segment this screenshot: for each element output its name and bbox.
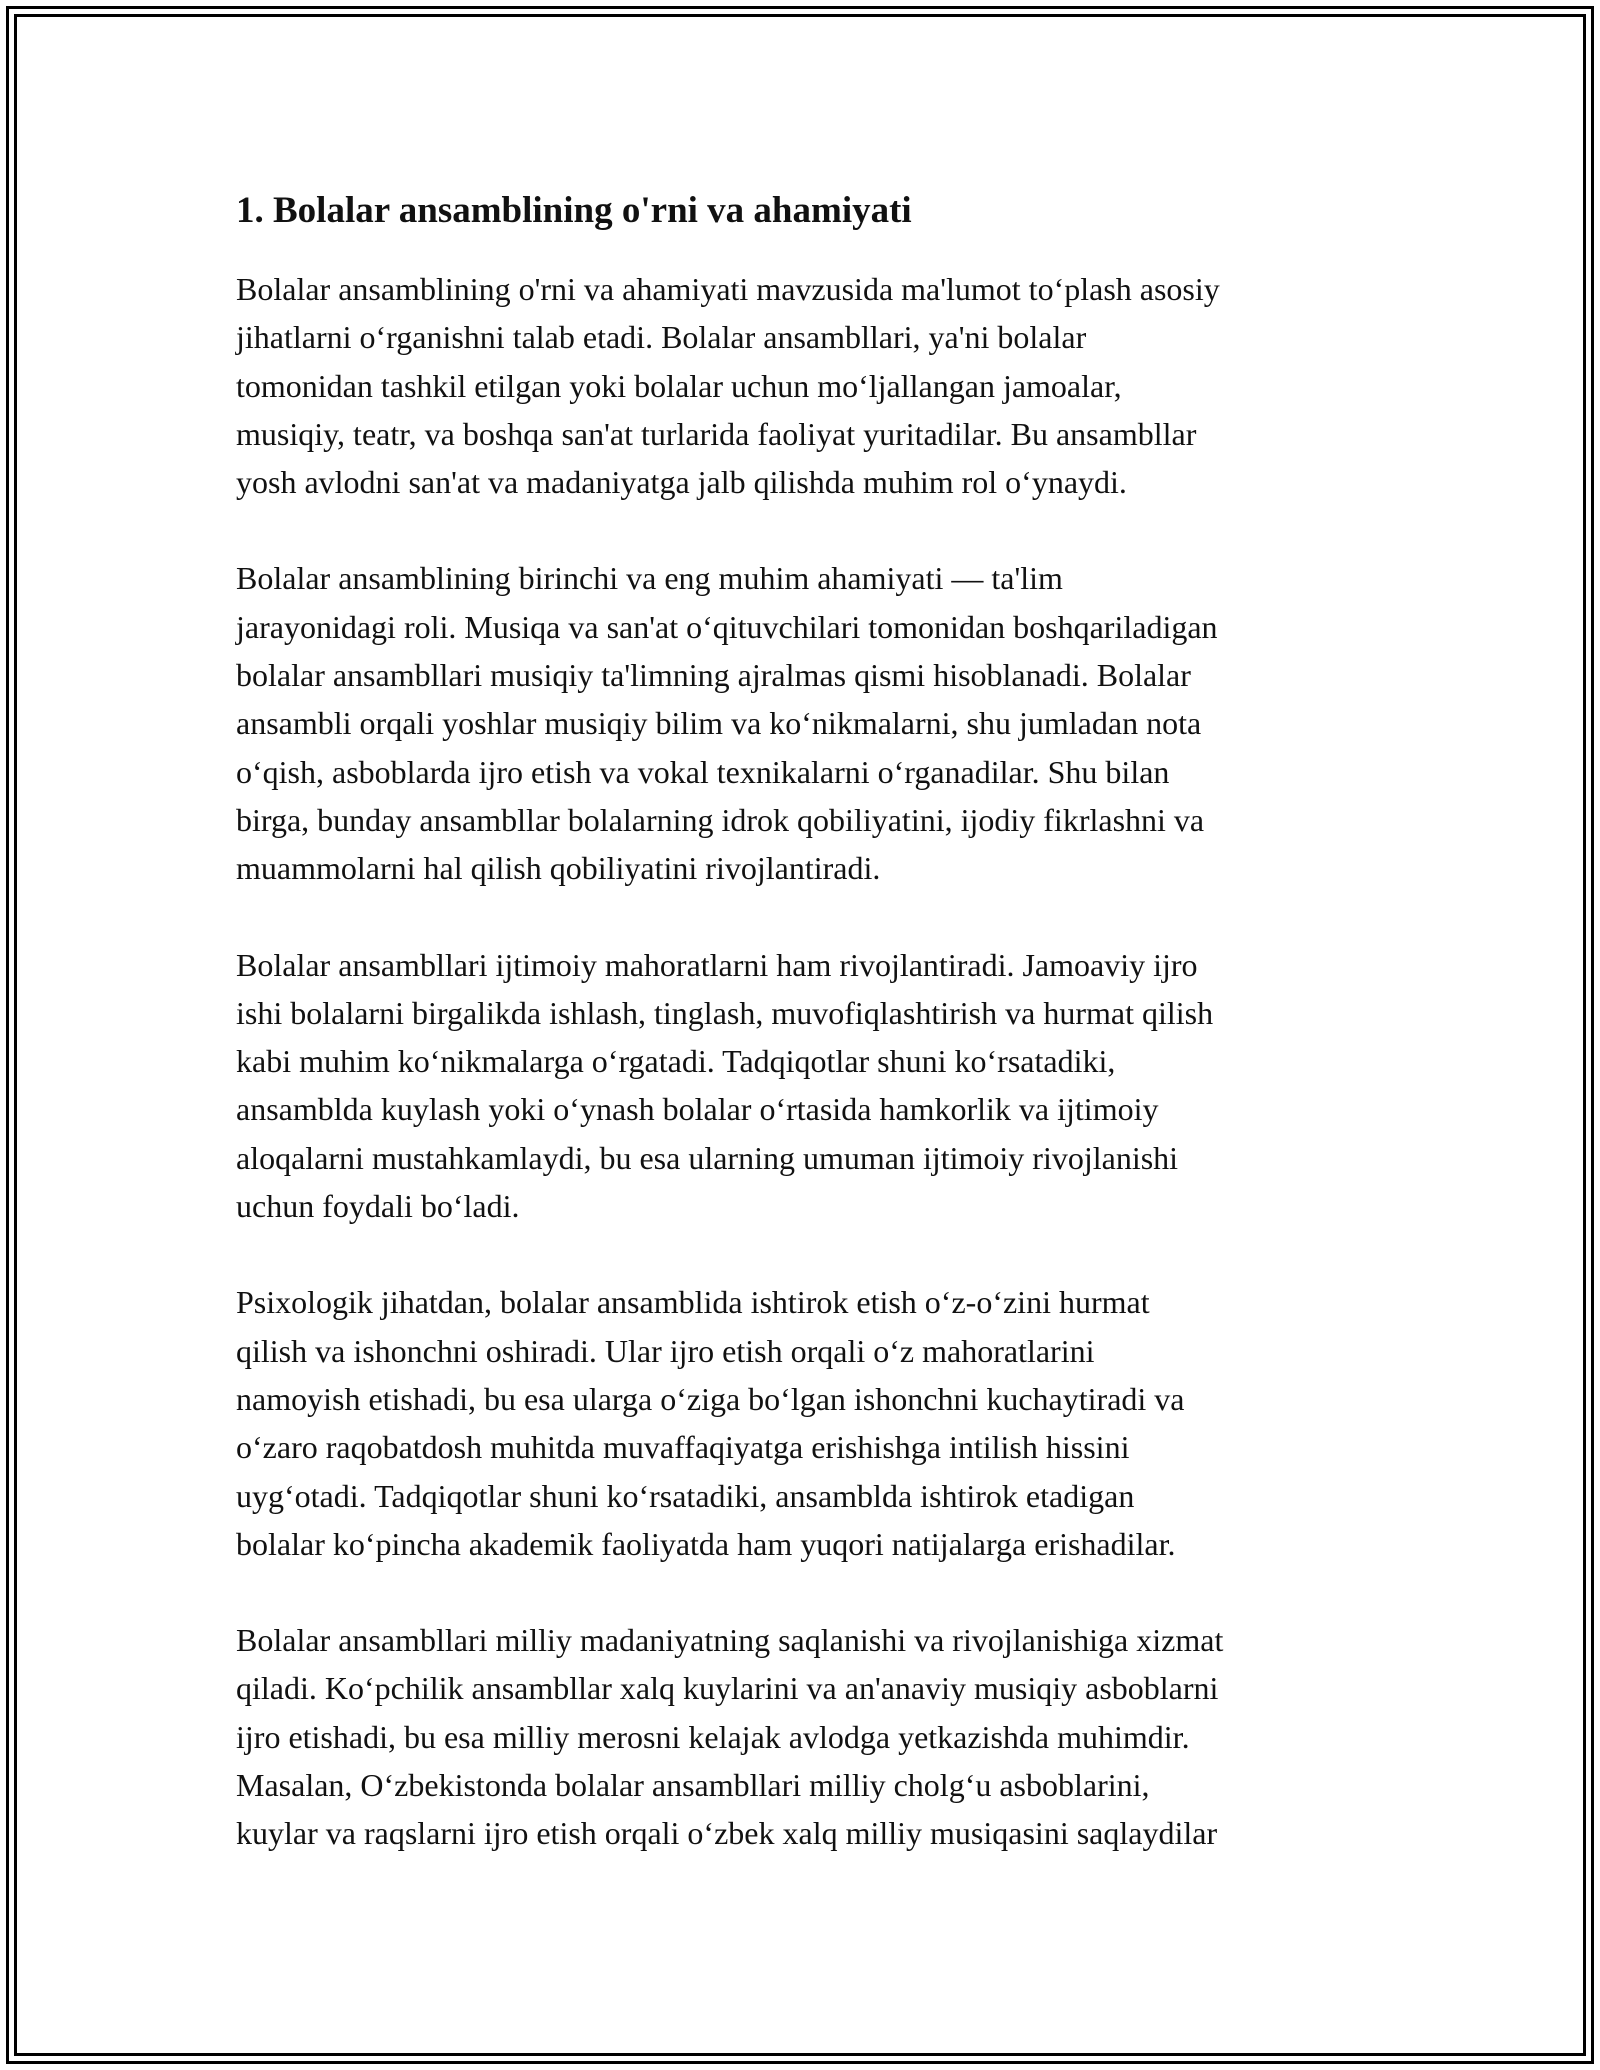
text-line: bolalar ansambllari musiqiy ta'limning ajralmas qismi hisoblanadi. Bolalar: [236, 657, 1191, 694]
text-line: Bolalar ansambllari ijtimoiy mahoratlarni ham rivojlantiradi. Jamoaviy ijro: [236, 946, 1198, 983]
paragraph-3: [236, 941, 1376, 1231]
paragraph-4: [236, 1278, 1376, 1568]
text-line: bolalar ko‘pincha akademik faoliyatda ham yuqori natijalarga erishadilar.: [236, 1525, 1176, 1562]
paragraph-2: [236, 554, 1376, 892]
text-line: uyg‘otadi. Tadqiqotlar shuni ko‘rsatadiki, ansamblda ishtirok etadigan: [236, 1477, 1135, 1514]
paragraph-1: [236, 265, 1376, 506]
text-line: muammolarni hal qilish qobiliyatini rivojlantiradi.: [236, 850, 881, 887]
text-line: ishi bolalarni birgalikda ishlash, tinglash, muvofiqlashtirish va hurmat qilish: [236, 994, 1214, 1031]
paragraph-5: [236, 1616, 1376, 1857]
text-line: uchun foydali bo‘ladi.: [236, 1188, 520, 1225]
text-line: Bolalar ansambllari milliy madaniyatning saqlanishi va rivojlanishiga xizmat: [236, 1622, 1224, 1659]
text-line: jihatlarni o‘rganishni talab etadi. Bolalar ansambllari, ya'ni bolalar: [236, 319, 1087, 356]
text-line: Masalan, O‘zbekistonda bolalar ansambllari milliy cholg‘u asboblarini,: [236, 1767, 1150, 1804]
text-line: jarayonidagi roli. Musiqa va san'at o‘qituvchilari tomonidan boshqariladigan: [236, 608, 1218, 645]
text-line: namoyish etishadi, bu esa ularga o‘ziga bo‘lgan ishonchni kuchaytiradi va: [236, 1380, 1185, 1417]
text-line: kabi muhim ko‘nikmalarga o‘rgatadi. Tadqiqotlar shuni ko‘rsatadiki,: [236, 1043, 1116, 1080]
text-line: yosh avlodni san'at va madaniyatga jalb qilishda muhim rol o‘ynaydi.: [236, 464, 1127, 501]
text-line: o‘zaro raqobatdosh muhitda muvaffaqiyatga erishishga intilish hissini: [236, 1429, 1130, 1466]
text-line: Bolalar ansamblining o'rni va ahamiyati mavzusida ma'lumot to‘plash asosiy: [236, 271, 1220, 307]
document-body: [236, 185, 1376, 1906]
section-heading: 1. Bolalar ansamblining o'rni va ahamiyati: [236, 190, 912, 231]
text-line: Psixologik jihatdan, bolalar ansamblida ishtirok etish o‘z-o‘zini hurmat: [236, 1284, 1150, 1321]
text-line: musiqiy, teatr, va boshqa san'at turlarida faoliyat yuritadilar. Bu ansambllar: [236, 415, 1197, 452]
text-line: qilish va ishonchni oshiradi. Ular ijro etish orqali o‘z mahoratlarini: [236, 1332, 1095, 1369]
text-line: tomonidan tashkil etilgan yoki bolalar uchun mo‘ljallangan jamoalar,: [236, 367, 1122, 404]
text-line: ansamblda kuylash yoki o‘ynash bolalar o‘rtasida hamkorlik va ijtimoiy: [236, 1091, 1159, 1128]
text-line: qiladi. Ko‘pchilik ansambllar xalq kuylarini va an'anaviy musiqiy asboblarni: [236, 1670, 1219, 1707]
text-line: ansambli orqali yoshlar musiqiy bilim va ko‘nikmalarni, shu jumladan nota: [236, 705, 1202, 742]
text-line: ijro etishadi, bu esa milliy merosni kelajak avlodga yetkazishda muhimdir.: [236, 1718, 1190, 1755]
text-line: aloqalarni mustahkamlaydi, bu esa ularning umuman ijtimoiy rivojlanishi: [236, 1139, 1179, 1176]
text-line: o‘qish, asboblarda ijro etish va vokal texnikalarni o‘rganadilar. Shu bilan: [236, 753, 1170, 790]
text-line: Bolalar ansamblining birinchi va eng muhim ahamiyati — ta'lim: [236, 560, 1063, 597]
text-line: birga, bunday ansambllar bolalarning idrok qobiliyatini, ijodiy fikrlashni va: [236, 801, 1205, 838]
text-line: kuylar va raqslarni ijro etish orqali o‘zbek xalq milliy musiqasini saqlaydilar: [236, 1815, 1218, 1852]
